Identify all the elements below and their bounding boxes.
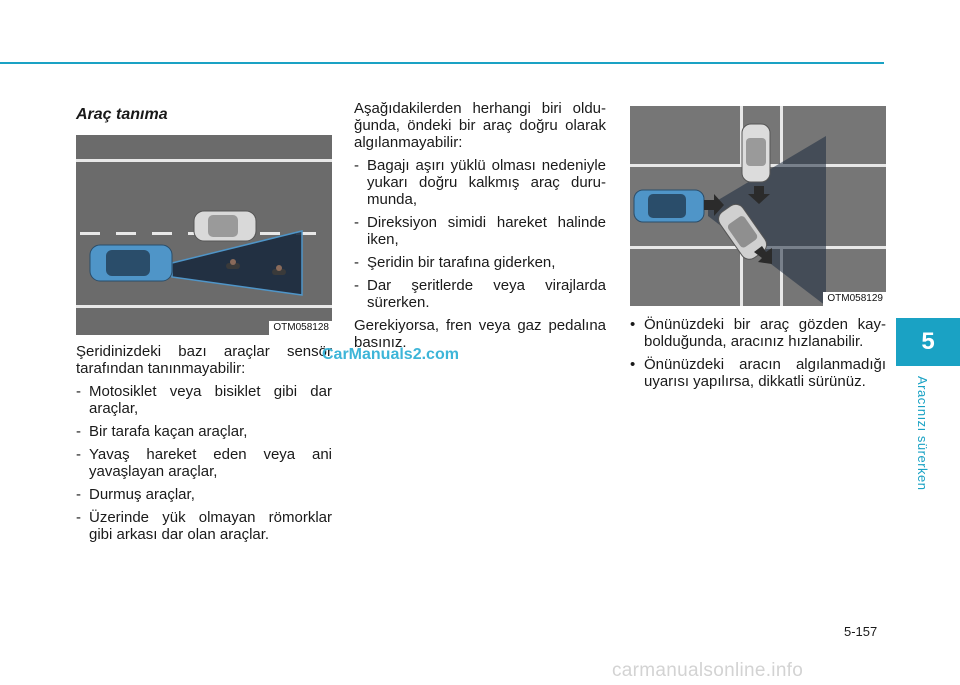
intersection-diagram <box>630 106 886 306</box>
chapter-side-label: Aracınızı sürerken <box>915 376 930 491</box>
header-rule <box>0 62 884 64</box>
list-item: - Yavaş hareket eden veya ani yavaşlayan araçlar, <box>76 446 332 480</box>
outro-text: Gerekiyorsa, fren veya gaz pedalına basınız. <box>354 317 606 351</box>
intersection-illustration <box>630 106 886 306</box>
figure-code: OTM058128 <box>269 321 332 335</box>
list-item: • Önünüzdeki aracın algılanmadığı uyarısı yapılırsa, dikkatli sürünüz. <box>630 356 886 390</box>
own-car-blue <box>634 190 704 222</box>
detection-conditions-list <box>354 157 606 311</box>
lane-line-bottom <box>76 305 332 308</box>
list-item: - Bagajı aşırı yüklü olması nedeniyle yukarı doğru kalkmış araç duru-munda, <box>354 157 606 208</box>
oncoming-car-top <box>742 124 770 182</box>
unrecognized-vehicles-list <box>76 383 332 543</box>
intro-text: Şeridinizdeki bazı araçlar sensör tarafından tanınmayabilir: <box>76 343 332 377</box>
lane-line-top <box>76 159 332 162</box>
list-item: - Direksiyon simidi hareket halinde iken, <box>354 214 606 248</box>
page-number: 5-157 <box>844 624 878 639</box>
middle-column <box>354 100 606 357</box>
list-item: - Dar şeritlerde veya virajlarda sürerken. <box>354 277 606 311</box>
intro-text: Aşağıdakilerden herhangi biri oldu-ğunda, öndeki bir araç doğru olarak algılanmayabilir: <box>354 100 606 151</box>
list-item: - Motosiklet veya bisiklet gibi dar araçlar, <box>76 383 332 417</box>
watermark: CarManuals2.com <box>322 346 459 363</box>
vehicle-recognition-illustration <box>76 135 332 335</box>
list-item: - Bir tarafa kaçan araçlar, <box>76 423 332 440</box>
figure-code: OTM058129 <box>823 292 886 306</box>
list-item: - Durmuş araçlar, <box>76 486 332 503</box>
warning-bullets <box>630 316 886 390</box>
footer-watermark: carmanualsonline.info <box>612 660 804 681</box>
left-column <box>76 100 332 549</box>
preceding-car-white <box>194 211 256 241</box>
right-column <box>630 106 886 396</box>
road-lane-diagram <box>76 135 332 335</box>
section-heading: Araç tanıma <box>76 106 168 123</box>
list-item: - Şeridin bir tarafına giderken, <box>354 254 606 271</box>
list-item: - Üzerinde yük olmayan römorklar gibi arkası dar olan araçlar. <box>76 509 332 543</box>
chapter-tab: 5 <box>896 318 960 366</box>
list-item: • Önünüzdeki bir araç gözden kay-bolduğunda, aracınız hızlanabilir. <box>630 316 886 350</box>
own-car-blue <box>90 245 172 281</box>
